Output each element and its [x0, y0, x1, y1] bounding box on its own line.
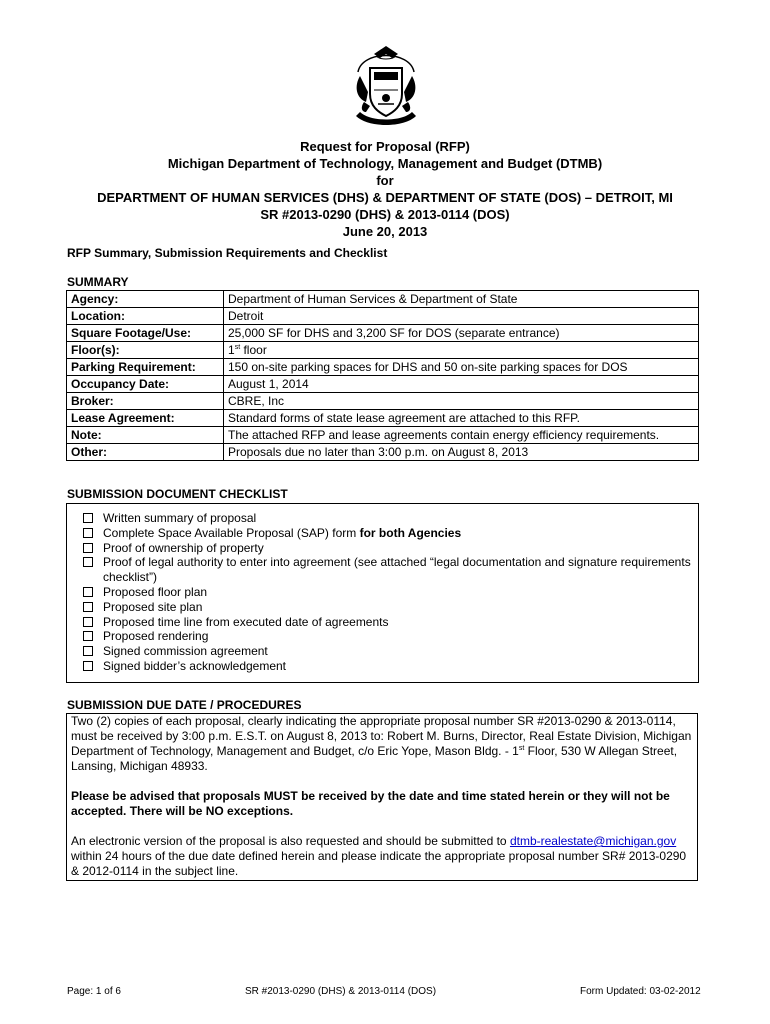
due-date-heading: SUBMISSION DUE DATE / PROCEDURES: [67, 698, 302, 712]
summary-value: The attached RFP and lease agreements contain energy efficiency requirements.: [224, 427, 699, 444]
checkbox[interactable]: [83, 602, 93, 612]
checklist-item-emphasis: for both Agencies: [359, 525, 462, 540]
document-title-block: [40, 138, 730, 240]
summary-label: Occupancy Date:: [67, 376, 224, 393]
table-row: [67, 359, 699, 376]
checklist-item-text: Signed bidder’s acknowledgement: [103, 658, 287, 673]
list-item: [83, 659, 698, 674]
list-item: [83, 511, 698, 526]
checklist-box: [66, 503, 699, 683]
title-sr-number: SR #2013-0290 (DHS) & 2013-0114 (DOS): [260, 207, 510, 222]
summary-label: Floor(s):: [67, 342, 224, 359]
summary-value: 150 on-site parking spaces for DHS and 50 on-site parking spaces for DOS: [224, 359, 699, 376]
checkbox[interactable]: [83, 557, 93, 567]
due-paragraph-copies: [71, 714, 693, 774]
table-row: [67, 291, 699, 308]
list-item: [83, 644, 698, 659]
checklist-item-text: Signed commission agreement: [103, 644, 268, 659]
checkbox[interactable]: [83, 587, 93, 597]
table-row: [67, 325, 699, 342]
checkbox[interactable]: [83, 513, 93, 523]
checklist-item-text: Proposed time line from executed date of agreements: [103, 614, 389, 629]
table-row: [67, 444, 699, 461]
footer-page-number: Page: 1 of 6: [67, 986, 121, 997]
summary-value: August 1, 2014: [224, 376, 699, 393]
list-item: [83, 615, 698, 630]
table-row: [67, 410, 699, 427]
checkbox[interactable]: [83, 631, 93, 641]
summary-value: CBRE, Inc: [224, 393, 699, 410]
floor-number: 1: [228, 343, 235, 357]
checkbox[interactable]: [83, 661, 93, 671]
checklist-item-text: Complete Space Available Proposal (SAP) form: [103, 525, 360, 540]
table-row: [67, 427, 699, 444]
title-for: for: [376, 173, 394, 188]
title-agencies: DEPARTMENT OF HUMAN SERVICES (DHS) & DEPARTMENT OF STATE (DOS) – DETROIT, MI: [97, 190, 673, 205]
floor-ordinal: st: [518, 745, 525, 752]
footer-reference: SR #2013-0290 (DHS) & 2013-0114 (DOS): [245, 986, 437, 997]
title-date: June 20, 2013: [342, 224, 428, 239]
summary-table: [66, 290, 699, 461]
summary-label: Parking Requirement:: [67, 359, 224, 376]
summary-value: 25,000 SF for DHS and 3,200 SF for DOS (separate entrance): [224, 325, 699, 342]
checklist-item-text: Proof of ownership of property: [103, 540, 264, 555]
due-text: Two (2) copies of each proposal, clearly indicating the appropriate proposal number SR #2013-0290 & 2013-0114, must be received by 3:00 p.m. E.S.T. on August 8, 2013 to: Robert M. Burns, Director, Real Estate Division, Michigan Department of Technology, Management and Budget, c/o Eric Yope, Mason Bldg. - 1: [71, 714, 692, 758]
due-paragraph-warning: Please be advised that proposals MUST be received by the date and time stated herein or they will not be accepted. There will be NO exceptions.: [71, 789, 670, 818]
footer-form-updated: Form Updated: 03-02-2012: [580, 986, 701, 997]
summary-value: Department of Human Services & Department of State: [224, 291, 699, 308]
summary-label: Lease Agreement:: [67, 410, 224, 427]
summary-value: Detroit: [224, 308, 699, 325]
title-department: Michigan Department of Technology, Management and Budget (DTMB): [167, 156, 603, 171]
table-row: [67, 308, 699, 325]
michigan-seal-icon: [348, 42, 424, 132]
checkbox[interactable]: [83, 617, 93, 627]
checklist-item-text: Proposed rendering: [103, 629, 209, 644]
list-item: [83, 629, 698, 644]
checkbox[interactable]: [83, 543, 93, 553]
summary-label: Note:: [67, 427, 224, 444]
checklist-item-text: Proposed floor plan: [103, 584, 208, 599]
list-item: [83, 541, 698, 556]
summary-label: Square Footage/Use:: [67, 325, 224, 342]
rfp-summary-heading: RFP Summary, Submission Requirements and Checklist: [67, 246, 388, 260]
list-item: [83, 555, 698, 585]
table-row: [67, 342, 699, 359]
checkbox[interactable]: [83, 528, 93, 538]
floor-suffix: floor: [240, 343, 267, 357]
list-item: [83, 526, 698, 541]
summary-value: Standard forms of state lease agreement are attached to this RFP.: [224, 410, 699, 427]
due-text: within 24 hours of the due date defined herein and please indicate the appropriate proposal number SR# 2013-0290 & 2012-0114 in the subject line.: [71, 849, 687, 878]
summary-heading: SUMMARY: [67, 275, 129, 289]
checklist-item-text: Proposed site plan: [103, 599, 203, 614]
due-date-box: [66, 713, 698, 881]
table-row: [67, 376, 699, 393]
summary-value: [224, 342, 699, 359]
table-row: [67, 393, 699, 410]
checkbox[interactable]: [83, 646, 93, 656]
list-item: [83, 585, 698, 600]
checklist-item-text: Written summary of proposal: [103, 511, 257, 525]
summary-value: Proposals due no later than 3:00 p.m. on August 8, 2013: [224, 444, 699, 461]
summary-label: Broker:: [67, 393, 224, 410]
checklist-item-text: Proof of legal authority to enter into agreement (see attached “legal documentation and signature requirements checklist”): [103, 555, 691, 585]
list-item: [83, 600, 698, 615]
due-text: Floor, 530 W Allegan Street, Lansing, Michigan 48933.: [71, 744, 678, 773]
floor-ordinal: st: [234, 344, 241, 351]
checklist-heading: SUBMISSION DOCUMENT CHECKLIST: [67, 487, 288, 501]
due-paragraph-electronic: [71, 834, 693, 879]
email-link[interactable]: dtmb-realestate@michigan.gov: [509, 834, 677, 848]
summary-label: Location:: [67, 308, 224, 325]
summary-label: Agency:: [67, 291, 224, 308]
summary-label: Other:: [67, 444, 224, 461]
title-rfp: Request for Proposal (RFP): [300, 139, 470, 154]
checklist: [67, 504, 698, 674]
due-text: An electronic version of the proposal is also requested and should be submitted to: [71, 834, 510, 848]
